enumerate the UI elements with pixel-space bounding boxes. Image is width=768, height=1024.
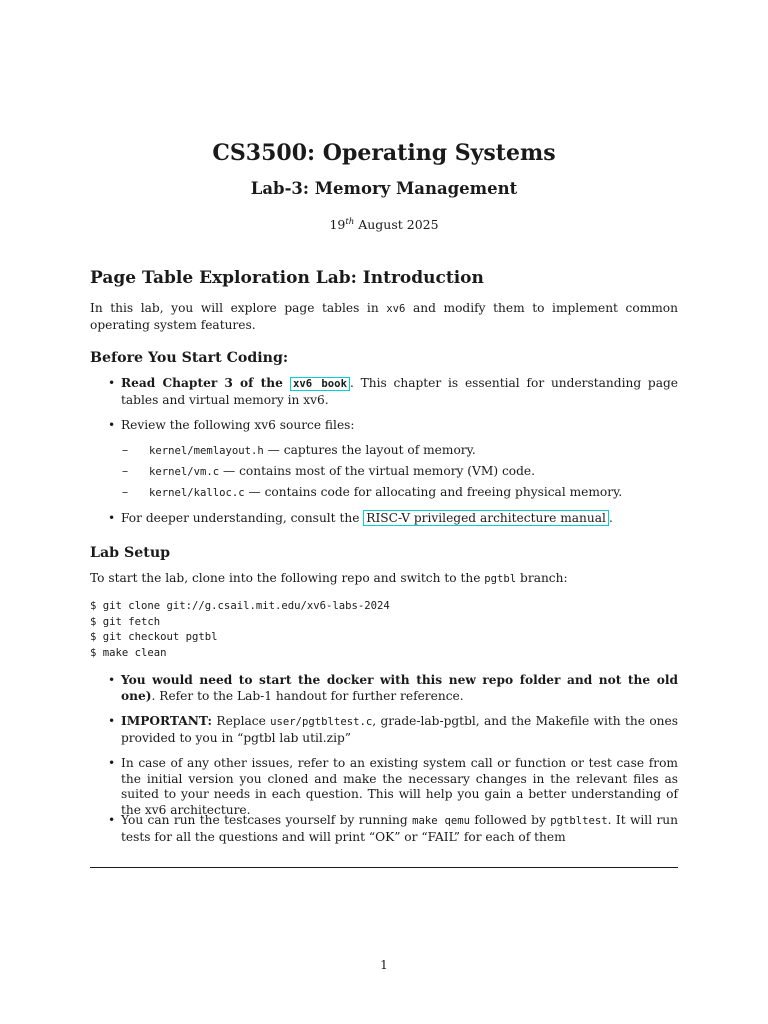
list-item-other-issues: • In case of any other issues, refer to an existing system call or function or test case from the initial version you cloned and make the necessary changes in the relevant files as suited to your needs in each question. This will help you gain a better understanding of the xv6 architecture.	[108, 756, 678, 817]
dash-icon: –	[122, 485, 129, 499]
date-month-year: August 2025	[354, 217, 439, 232]
file-item-vm: – kernel/vm.c — contains most of the virtual memory (VM) code.	[122, 464, 535, 478]
list-item-docker-note: • You would need to start the docker with this new repo folder and not the old one). Refer to the Lab-1 handout for further reference.	[108, 673, 678, 703]
bullet-icon: •	[108, 714, 116, 728]
inline-code: pgtbl	[484, 573, 517, 585]
bullet-icon: •	[108, 756, 116, 770]
code-line: $ git clone git://g.csail.mit.edu/xv6-labs-2024	[90, 600, 390, 612]
list-item-read-chapter: • Read Chapter 3 of the xv6 book . This chapter is essential for understanding page tables and virtual memory in xv6.	[108, 376, 678, 407]
file-item-memlayout: – kernel/memlayout.h — captures the layout of memory.	[122, 443, 476, 457]
date-suffix: th	[345, 217, 355, 227]
riscv-manual-link[interactable]: RISC-V privileged architecture manual	[363, 510, 609, 526]
list-item-review-files: • Review the following xv6 source files:	[108, 418, 355, 432]
code-line: $ git fetch	[90, 615, 161, 628]
intro-paragraph: In this lab, you will explore page tables in xv6 and modify them to implement common operating system features.	[90, 301, 678, 332]
bullet-icon: •	[108, 673, 116, 687]
document-title: CS3500: Operating Systems	[212, 140, 556, 166]
setup-code-block	[90, 599, 390, 661]
code-line: $ make clean	[90, 646, 167, 659]
xv6-book-link[interactable]: xv6 book	[290, 377, 350, 391]
dash-icon: –	[122, 443, 129, 457]
lab-setup-heading: Lab Setup	[90, 545, 171, 561]
list-item-riscv-manual: • For deeper understanding, consult the RISC-V privileged architecture manual .	[108, 511, 613, 525]
list-item-run-tests: • You can run the testcases yourself by running make qemu followed by pgtbltest. It will run tests for all the questions and will print “OK” or “FAIL” for each of them	[108, 813, 678, 844]
bullet-icon: •	[108, 418, 116, 432]
document-subtitle: Lab-3: Memory Management	[250, 179, 518, 198]
bullet-icon: •	[108, 511, 116, 525]
setup-paragraph: To start the lab, clone into the following repo and switch to the pgtbl branch:	[90, 571, 568, 585]
bullet-icon: •	[108, 813, 116, 827]
list-item-important: • IMPORTANT: Replace user/pgtbltest.c, grade-lab-pgtbl, and the Makefile with the ones provided to you in “pgtbl lab util.zip”	[108, 714, 678, 745]
document-date	[0, 215, 768, 233]
intro-heading: Page Table Exploration Lab: Introduction	[90, 268, 484, 288]
horizontal-rule	[90, 867, 678, 868]
dash-icon: –	[122, 464, 129, 478]
code-line: $ git checkout pgtbl	[90, 631, 218, 644]
file-item-kalloc: – kernel/kalloc.c — contains code for allocating and freeing physical memory.	[122, 485, 623, 499]
page-number: 1	[380, 958, 388, 972]
before-coding-heading: Before You Start Coding:	[90, 350, 289, 366]
inline-code: xv6	[386, 303, 406, 315]
bullet-icon: •	[108, 376, 116, 390]
date-day: 19	[329, 217, 346, 232]
